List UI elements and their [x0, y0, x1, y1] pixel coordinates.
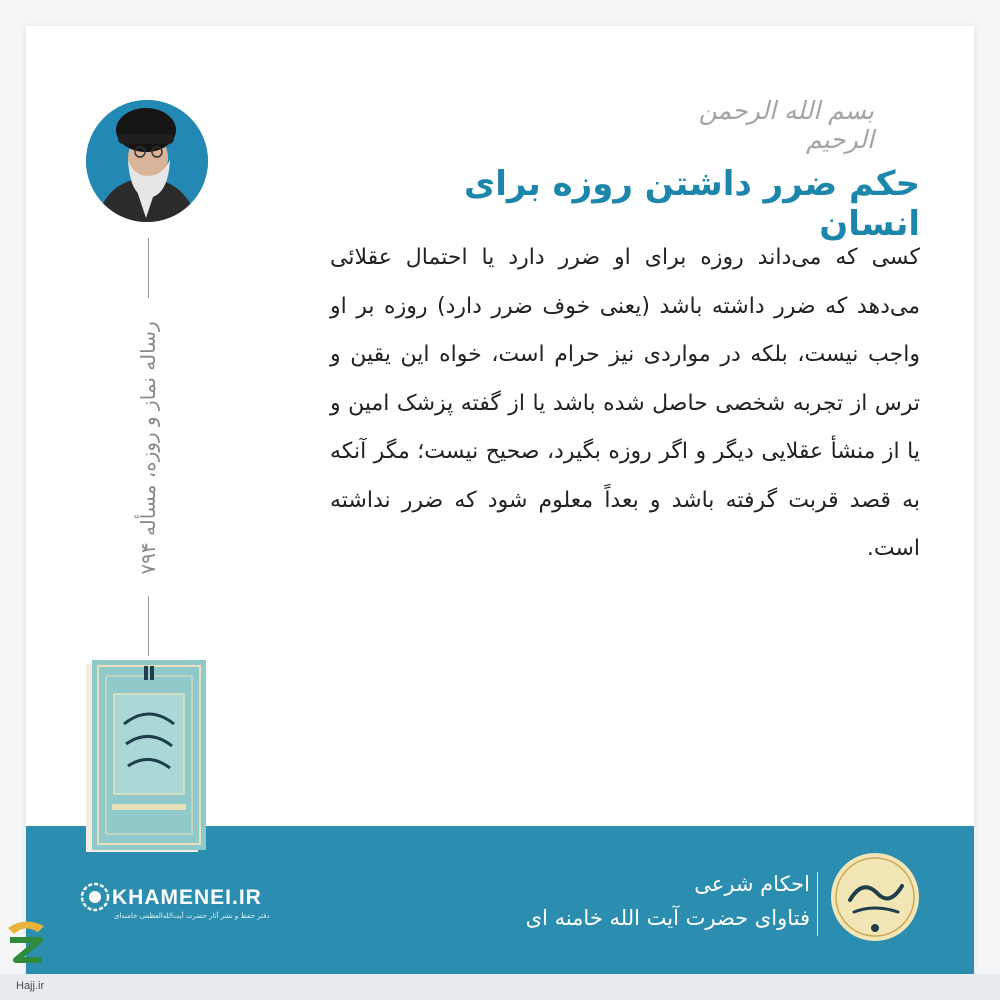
- source-reference: رساله نماز و روزه، مسأله ۷۹۴: [136, 321, 160, 575]
- book-cover-image: [84, 654, 214, 854]
- page-title: حکم ضرر داشتن روزه برای انسان: [464, 164, 920, 244]
- series-title: احکام شرعی: [694, 872, 810, 896]
- book-icon: [84, 654, 214, 854]
- portrait-photo: [86, 100, 208, 222]
- series-subtitle: فتاوای حضرت آیت الله خامنه ای: [525, 906, 810, 930]
- khamenei-logo-icon: [80, 882, 110, 912]
- ruling-text: کسی که می‌داند روزه برای او ضرر دارد یا احتمال عقلائی می‌دهد که ضرر داشته باشد (یعنی خوف ضرر دارد) روزه بر او واجب نیست، بلکه در مواردی نیز حرام است، خواه این یقین و ترس از تجربه شخصی حاصل شده باشد یا از گفته پزشک امین و یا از منشأ عقلایی دیگر و اگر روزه بگیرد، صحیح نیست؛ مگر آنکه به قصد قربت گرفته باشد و بعداً معلوم شود که ضرر نداشته است.: [330, 245, 920, 561]
- basmala: بسم الله الرحمن الرحیم: [698, 96, 874, 154]
- side-divider-top: [148, 238, 149, 298]
- site-logo-text: KHAMENEI.IR: [112, 886, 262, 909]
- footer-divider: [817, 872, 818, 936]
- site-logo-subtext: دفتر حفظ و نشر آثار حضرت آیت‌الله‌العظمی خامنه‌ای: [114, 912, 270, 920]
- watermark-site: Hajj.ir: [16, 980, 45, 992]
- bottom-strip: [0, 974, 1000, 1000]
- seal-icon: [828, 850, 922, 944]
- side-divider-bottom: [148, 596, 149, 656]
- hajj-logo-icon: [4, 916, 48, 976]
- portrait-icon: [86, 100, 208, 222]
